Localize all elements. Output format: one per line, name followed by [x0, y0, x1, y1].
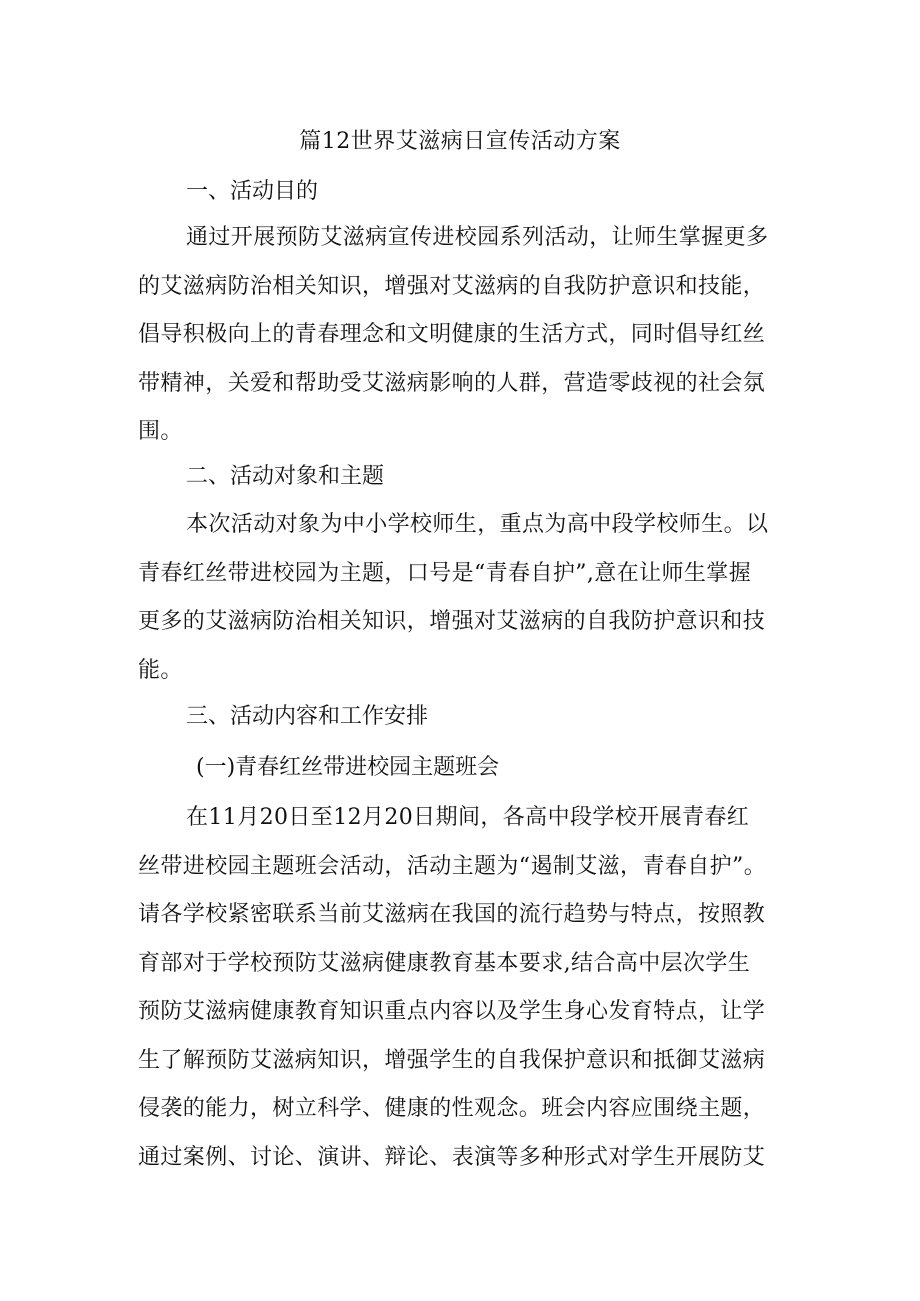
- paragraph-line: 丝带进校园主题班会活动，活动主题为“遏制艾滋，青春自护”。: [138, 853, 767, 879]
- paragraph-line: 通过案例、讨论、演讲、辩论、表演等多种形式对学生开展防艾: [138, 1144, 766, 1170]
- paragraph-line: 围。: [138, 419, 183, 444]
- section-body-content-arrangement: [138, 794, 808, 1182]
- paragraph-line: 通过开展预防艾滋病宣传进校园系列活动，让师生掌握更多: [186, 225, 769, 250]
- section-heading-purpose: 一、活动目的: [186, 179, 319, 204]
- subsection-heading-class-meeting: (一)青春红丝带进校园主题班会: [196, 755, 500, 780]
- paragraph-line: 倡导积极向上的青春理念和文明健康的生活方式，同时倡导红丝: [138, 322, 766, 347]
- paragraph-line: 更多的艾滋病防治相关知识，增强对艾滋病的自我防护意识和技: [138, 609, 766, 634]
- paragraph-line: 的艾滋病防治相关知识，增强对艾滋病的自我防护意识和技能，: [138, 273, 766, 299]
- paragraph-line: 能。: [138, 657, 183, 683]
- paragraph-line: 在11月20日至12月20日期间，各高中段学校开展青春红: [186, 805, 750, 830]
- section-heading-content-arrangement: 三、活动内容和工作安排: [186, 704, 429, 729]
- paragraph-line: 生了解预防艾滋病知识，增强学生的自我保护意识和抵御艾滋病: [138, 1047, 766, 1073]
- paragraph-line: 青春红丝带进校园为主题，口号是“青春自护”,意在让师生掌握: [138, 560, 752, 586]
- paragraph-line: 育部对于学校预防艾滋病健康教育基本要求,结合高中层次学生: [138, 950, 751, 976]
- paragraph-line: 本次活动对象为中小学校师生，重点为高中段学校师生。以: [186, 512, 769, 537]
- paragraph-line: 带精神，关爱和帮助受艾滋病影响的人群，营造零歧视的社会氛: [138, 370, 766, 396]
- section-body-audience-theme: [138, 501, 808, 695]
- paragraph-line: 侵袭的能力，树立科学、健康的性观念。班会内容应围绕主题，: [138, 1096, 766, 1121]
- section-body-purpose: [138, 214, 808, 457]
- paragraph-line: 请各学校紧密联系当前艾滋病在我国的流行趋势与特点，按照教: [138, 902, 766, 927]
- paragraph-line: 预防艾滋病健康教育知识重点内容以及学生身心发育特点，让学: [138, 999, 766, 1024]
- section-heading-audience-theme: 二、活动对象和主题: [186, 464, 385, 489]
- document-title: 篇12世界艾滋病日宣传活动方案: [299, 129, 621, 154]
